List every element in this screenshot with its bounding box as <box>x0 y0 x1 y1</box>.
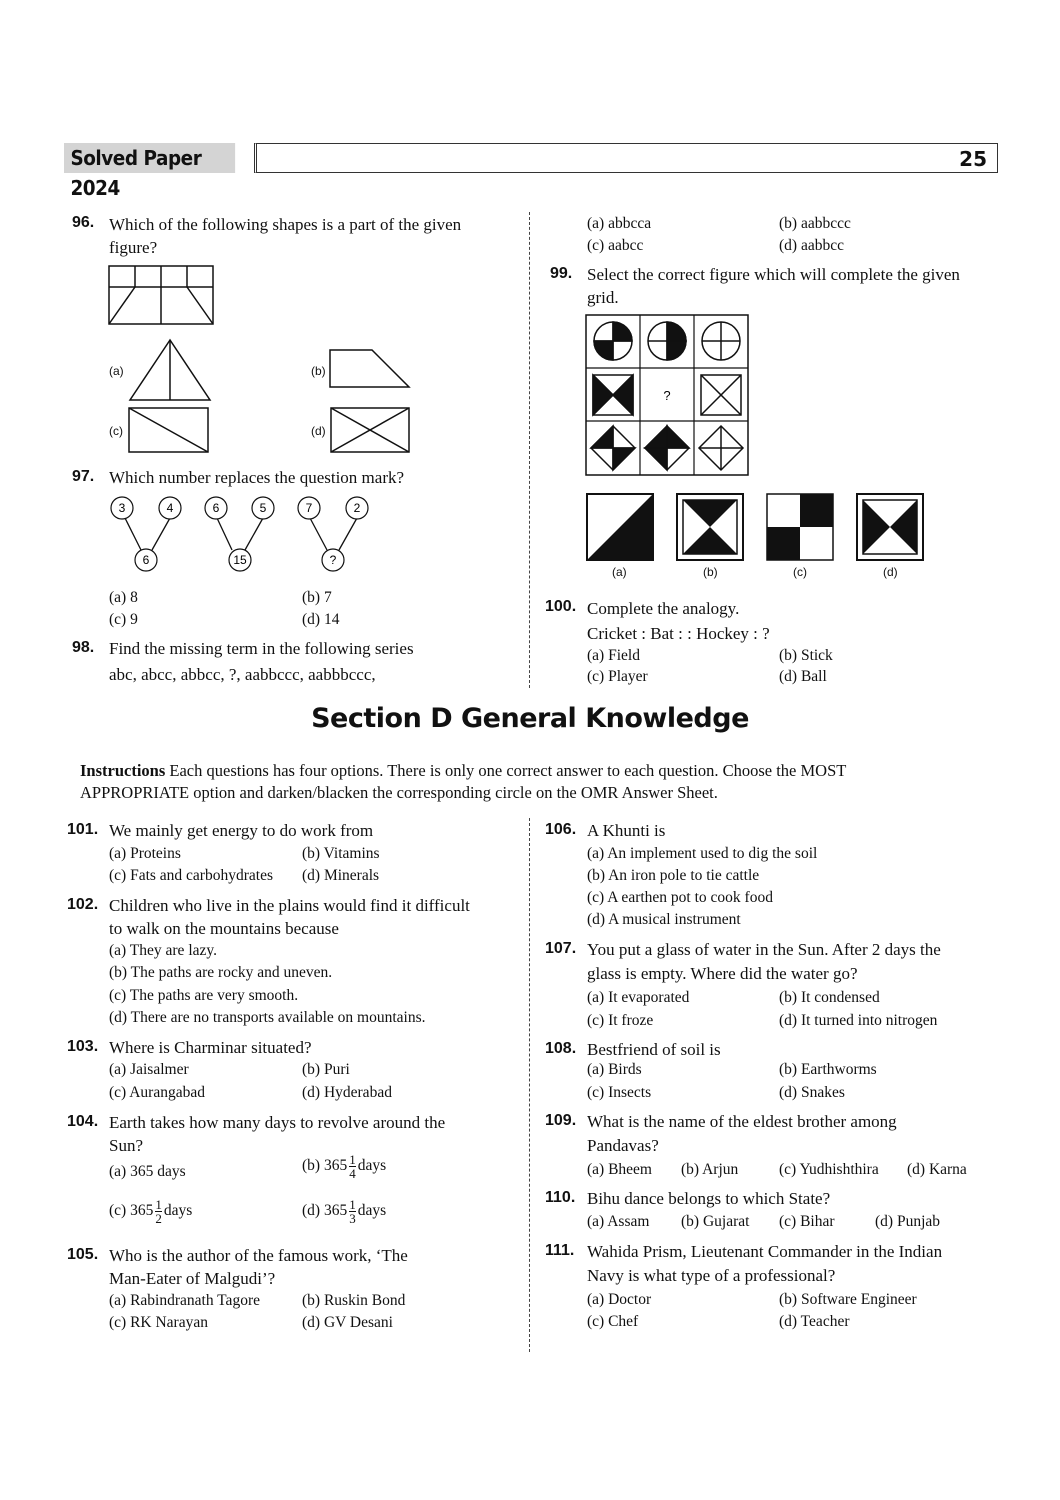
option: (d) Ball <box>779 668 827 685</box>
instructions <box>80 760 980 804</box>
option: (b) Gujarat <box>681 1213 750 1230</box>
question-number: 102. <box>67 896 99 913</box>
question-text: to walk on the mountains because <box>109 919 339 938</box>
option: (d) Hyderabad <box>302 1084 392 1101</box>
option: (b) The paths are rocky and uneven. <box>109 964 333 981</box>
option: (d) Minerals <box>302 867 380 884</box>
q96-option-c-figure <box>126 405 212 455</box>
option: (a) An implement used to dig the soil <box>587 845 818 862</box>
tree-node: 4 <box>166 501 174 515</box>
question-text: figure? <box>109 238 158 257</box>
question-text: Which of the following shapes is a part of the given <box>109 215 462 234</box>
option: (a) Bheem <box>587 1161 652 1178</box>
option: (a) They are lazy. <box>109 942 218 959</box>
option-label: (d) <box>883 565 898 579</box>
fraction <box>155 1198 162 1225</box>
question-number: 108. <box>545 1040 577 1057</box>
question-number: 110. <box>545 1189 576 1206</box>
instructions-label: Instructions <box>80 761 166 780</box>
paper-title: Solved Paper 2024 <box>64 143 235 173</box>
column-divider-top <box>529 212 530 688</box>
question-number: 100. <box>545 598 577 615</box>
question-text: Pandavas? <box>587 1136 659 1155</box>
denominator: 2 <box>155 1211 162 1226</box>
option: (c) The paths are very smooth. <box>109 987 299 1004</box>
option-label: (b) <box>311 364 326 378</box>
option: (a) Proteins <box>109 845 181 862</box>
question-text: Sun? <box>109 1136 143 1155</box>
option: (b) Ruskin Bond <box>302 1292 406 1309</box>
option <box>109 1198 192 1225</box>
q96-option-b-figure <box>327 347 413 391</box>
question-number: 96. <box>72 214 95 231</box>
option: (d) 14 <box>302 611 340 628</box>
option-text: (b) 365 <box>302 1157 348 1175</box>
option: (c) Aurangabad <box>109 1084 205 1101</box>
option: (c) Chef <box>587 1313 639 1330</box>
option: (c) Insects <box>587 1084 652 1101</box>
option-text: days <box>357 1157 387 1175</box>
question-number: 109. <box>545 1112 577 1129</box>
question-text: Which number replaces the question mark? <box>109 468 405 487</box>
option: (d) Teacher <box>779 1313 850 1330</box>
question-text: grid. <box>587 288 619 307</box>
fraction <box>349 1153 356 1180</box>
option: (b) aabbccc <box>779 215 851 232</box>
option: (a) Rabindranath Tagore <box>109 1292 260 1309</box>
q96-given-figure <box>105 262 217 328</box>
question-number: 101. <box>67 821 99 838</box>
tree-node: 15 <box>233 553 247 567</box>
option: (b) An iron pole to tie cattle <box>587 867 760 884</box>
question-text: Earth takes how many days to revolve around the <box>109 1113 446 1132</box>
question-text: Find the missing term in the following series <box>109 639 414 658</box>
question-number: 99. <box>550 265 573 282</box>
option-text: (c) 365 <box>109 1202 154 1220</box>
option: (a) Jaisalmer <box>109 1061 189 1078</box>
option-text: (d) 365 <box>302 1202 348 1220</box>
option: (a) Birds <box>587 1061 642 1078</box>
denominator: 4 <box>349 1166 356 1181</box>
option: (a) abbcca <box>587 215 652 232</box>
option: (a) Field <box>587 647 640 664</box>
q99-option-b-figure <box>675 492 747 562</box>
tree-node: 2 <box>353 501 361 515</box>
q99-option-d-figure <box>855 492 927 562</box>
option: (d) GV Desani <box>302 1314 393 1331</box>
question-text: Where is Charminar situated? <box>109 1038 312 1057</box>
option-label: (d) <box>311 424 326 438</box>
question-text: Navy is what type of a professional? <box>587 1266 836 1285</box>
option: (b) Vitamins <box>302 845 380 862</box>
option-label: (a) <box>109 364 124 378</box>
page-number: 25 <box>959 147 987 171</box>
option: (c) A earthen pot to cook food <box>587 889 773 906</box>
q99-option-c-figure <box>765 492 837 562</box>
option: (c) 9 <box>109 611 138 628</box>
question-number: 111. <box>545 1242 575 1259</box>
option: (d) It turned into nitrogen <box>779 1012 938 1029</box>
q99-option-a-figure <box>585 492 657 562</box>
question-number: 103. <box>67 1038 99 1055</box>
question-analogy: Cricket : Bat : : Hockey : ? <box>587 624 770 643</box>
tree-node: ? <box>329 553 337 567</box>
question-text: glass is empty. Where did the water go? <box>587 964 858 983</box>
question-number: 98. <box>72 639 95 656</box>
option: (b) Earthworms <box>779 1061 877 1078</box>
option-text: days <box>163 1202 193 1220</box>
option-label: (b) <box>703 565 718 579</box>
option: (c) Player <box>587 668 648 685</box>
option: (a) It evaporated <box>587 989 690 1006</box>
question-series: abc, abcc, abbcc, ?, aabbccc, aabbbccc, <box>109 665 376 684</box>
question-number: 106. <box>545 821 577 838</box>
option: (d) A musical instrument <box>587 911 741 928</box>
option: (c) Fats and carbohydrates <box>109 867 273 884</box>
option <box>302 1153 386 1180</box>
option: (d) Karna <box>907 1161 967 1178</box>
question-text: Children who live in the plains would find it difficult <box>109 896 470 915</box>
q99-grid-figure <box>585 314 749 476</box>
tree-node: 3 <box>118 501 126 515</box>
option: (b) It condensed <box>779 989 880 1006</box>
question-text: Bestfriend of soil is <box>587 1040 721 1059</box>
question-text: Man-Eater of Malgudi’? <box>109 1269 276 1288</box>
option: (d) Punjab <box>875 1213 941 1230</box>
option-label: (c) <box>793 565 807 579</box>
question-text: Select the correct figure which will complete the given <box>587 265 960 284</box>
option: (c) Yudhishthira <box>779 1161 879 1178</box>
numerator: 1 <box>349 1152 356 1167</box>
tree-node: 7 <box>305 501 313 515</box>
header-rule <box>254 143 998 173</box>
option: (b) Software Engineer <box>779 1291 917 1308</box>
question-text: What is the name of the eldest brother among <box>587 1112 897 1131</box>
question-number: 97. <box>72 468 95 485</box>
option-label: (a) <box>612 565 627 579</box>
option: (a) Assam <box>587 1213 650 1230</box>
denominator: 3 <box>349 1211 356 1226</box>
tree-node: 6 <box>142 553 150 567</box>
option-text: days <box>357 1202 387 1220</box>
fraction <box>349 1198 356 1225</box>
question-text: We mainly get energy to do work from <box>109 821 374 840</box>
tree-node: 6 <box>212 501 220 515</box>
question-text: Bihu dance belongs to which State? <box>587 1189 831 1208</box>
section-title: Section D General Knowledge <box>311 703 749 734</box>
option: (c) RK Narayan <box>109 1314 208 1331</box>
option-label: (c) <box>109 424 123 438</box>
q96-option-d-figure <box>328 405 412 455</box>
instructions-text: Each questions has four options. There is only one correct answer to each question. Choose the MOST <box>165 761 847 780</box>
question-number: 104. <box>67 1113 99 1130</box>
question-number: 105. <box>67 1246 99 1263</box>
option: (b) 7 <box>302 589 332 606</box>
question-number: 107. <box>545 940 577 957</box>
question-text: Who is the author of the famous work, ‘The <box>109 1246 408 1265</box>
option: (d) There are no transports available on mountains. <box>109 1009 426 1026</box>
numerator: 1 <box>155 1197 162 1212</box>
option: (a) 8 <box>109 589 138 606</box>
column-divider-bottom <box>529 818 530 1352</box>
tree-node: 5 <box>259 501 267 515</box>
option: (d) Snakes <box>779 1084 845 1101</box>
question-text: Complete the analogy. <box>587 599 740 618</box>
page-header <box>64 143 994 200</box>
option: (a) Doctor <box>587 1291 652 1308</box>
q96-option-a-figure <box>126 336 214 404</box>
instructions-text: APPROPRIATE option and darken/blacken the corresponding circle on the OMR Answer Sheet. <box>80 783 718 802</box>
option: (b) Stick <box>779 647 833 664</box>
q97-number-tree-figure <box>105 492 375 578</box>
option <box>302 1198 386 1225</box>
question-text: Wahida Prism, Lieutenant Commander in the Indian <box>587 1242 943 1261</box>
question-text: You put a glass of water in the Sun. After 2 days the <box>587 940 941 959</box>
option: (a) 365 days <box>109 1163 186 1180</box>
question-text: A Khunti is <box>587 821 666 840</box>
option: (c) It froze <box>587 1012 654 1029</box>
option: (c) Bihar <box>779 1213 835 1230</box>
option: (b) Arjun <box>681 1161 739 1178</box>
option: (c) aabcc <box>587 237 644 254</box>
numerator: 1 <box>349 1197 356 1212</box>
option: (b) Puri <box>302 1061 350 1078</box>
grid-question-mark: ? <box>663 388 671 403</box>
option: (d) aabbcc <box>779 237 844 254</box>
